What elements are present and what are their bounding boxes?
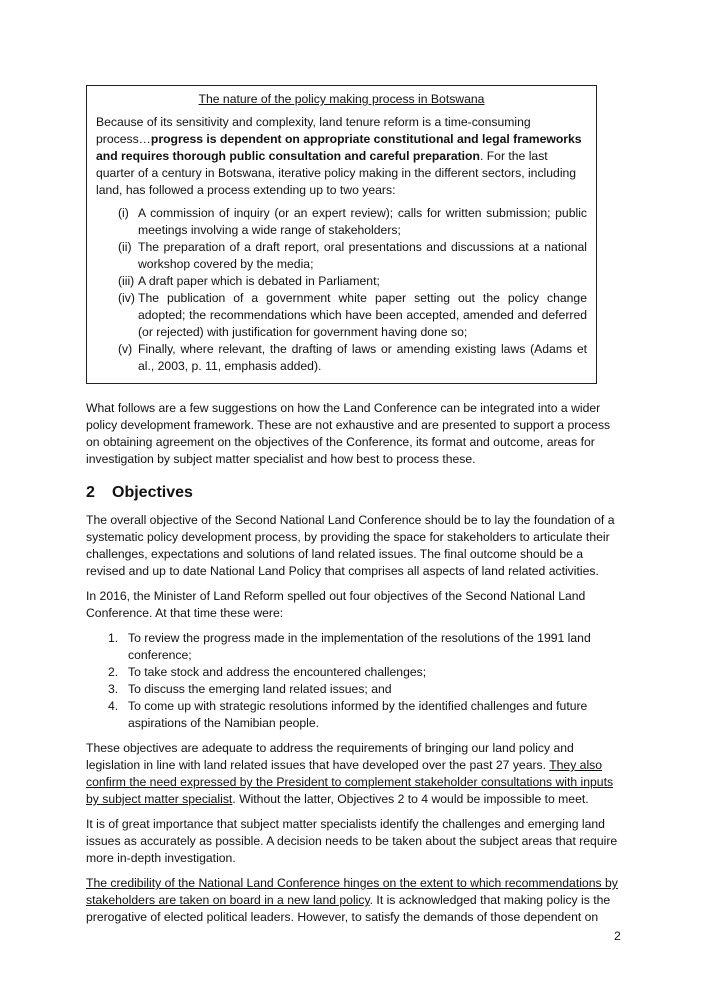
list-item — [118, 239, 587, 273]
paragraph-minister: In 2016, the Minister of Land Reform spelled out four objectives of the Second National Land Conference. At that time these were: — [86, 589, 586, 620]
list-item-text: A draft paper which is debated in Parliament; — [138, 274, 380, 288]
paragraph-text-end: . It is acknowledged that making policy is the prerogative of elected political leaders. However, to satisfy the demands of those dependent on — [86, 893, 611, 924]
box-intro-text-end: . For the last quarter of a century in Botswana, iterative policy making in the different sectors, including land, has followed a process extending up to two years: — [96, 149, 577, 197]
list-marker: (i) — [118, 206, 129, 220]
section-number: 2 — [86, 484, 95, 501]
list-marker: (ii) — [118, 240, 132, 254]
paragraph-overall-objective: The overall objective of the Second National Land Conference should be to lay the foundation of a systematic policy development process, by providing the space for stakeholders to articulate their challenges, expectations and solutions of land related issues. The final outcome should be a revised and up to date National Land Policy that comprises all aspects of land related activities. — [86, 513, 615, 578]
box-intro-bold: progress is dependent on appropriate constitutional and legal frameworks and requires thorough public consultation and careful preparation — [96, 132, 582, 163]
paragraph-text-end: . Without the latter, Objectives 2 to 4 would be impossible to meet. — [232, 792, 589, 806]
list-item — [108, 681, 621, 698]
underlined-text: They also confirm the need expressed by the President to complement stakeholder consultations with inputs by subject matter specialist — [86, 758, 614, 806]
box-title: The nature of the policy making process in Botswana — [198, 92, 485, 106]
policy-process-box — [86, 85, 597, 384]
list-item — [108, 698, 621, 732]
paragraph-adequacy — [86, 740, 621, 808]
page-number: 2 — [614, 929, 621, 943]
policy-steps-list — [96, 205, 587, 375]
list-marker: (v) — [118, 342, 133, 356]
list-marker: 1. — [108, 631, 119, 645]
list-item-text: To take stock and address the encountered challenges; — [128, 665, 427, 679]
paragraph-text: These objectives are adequate to address the requirements of bringing our land policy and legislation in line with land related issues that have developed over the past 27 years. — [86, 741, 574, 772]
list-marker: (iii) — [118, 274, 135, 288]
list-item — [118, 205, 587, 239]
list-item-text: To review the progress made in the implementation of the resolutions of the 1991 land conference; — [128, 631, 591, 662]
box-intro-text: Because of its sensitivity and complexity, land tenure reform is a time-consuming process… — [96, 115, 531, 146]
list-item-text: The publication of a government white paper setting out the policy change adopted; the recommendations which have been accepted, amended and deferred (or rejected) with justification for government having done so; — [138, 291, 587, 339]
list-item-text: Finally, where relevant, the drafting of laws or amending existing laws (Adams et al., 2003, p. 11, emphasis added). — [138, 342, 587, 373]
paragraph-followup: What follows are a few suggestions on how the Land Conference can be integrated into a wider policy development framework. These are not exhaustive and are presented to support a process on obtaining agreement on the objectives of the Conference, its format and outcome, areas for investigation by subject matter specialist and how best to process these. — [86, 401, 611, 466]
list-marker: (iv) — [118, 291, 135, 305]
list-item-text: The preparation of a draft report, oral presentations and discussions at a national workshop covered by the media; — [138, 240, 587, 271]
section-title: Objectives — [112, 484, 193, 501]
list-item-text: A commission of inquiry (or an expert review); calls for written submission; public meetings involving a wide range of stakeholders; — [138, 206, 587, 237]
list-item — [118, 341, 587, 375]
main-content — [86, 400, 621, 934]
list-item — [108, 664, 621, 681]
list-marker: 2. — [108, 665, 119, 679]
paragraph-specialists: It is of great importance that subject matter specialists identify the challenges and emerging land issues as accurately as possible. A decision needs to be taken about the subject areas that require more in-depth investigation. — [86, 817, 618, 865]
list-item-text: To discuss the emerging land related issues; and — [128, 682, 392, 696]
paragraph-credibility — [86, 875, 621, 926]
list-item — [118, 273, 587, 290]
underlined-text: The credibility of the National Land Conference hinges on the extent to which recommendations by stakeholders are taken on board in a new land policy — [86, 876, 618, 907]
list-item-text: To come up with strategic resolutions informed by the identified challenges and future aspirations of the Namibian people. — [128, 699, 588, 730]
list-item — [108, 630, 621, 664]
objectives-list — [86, 630, 621, 732]
section-heading — [86, 483, 621, 503]
box-intro — [96, 114, 587, 199]
list-marker: 3. — [108, 682, 119, 696]
list-marker: 4. — [108, 699, 119, 713]
list-item — [118, 290, 587, 341]
